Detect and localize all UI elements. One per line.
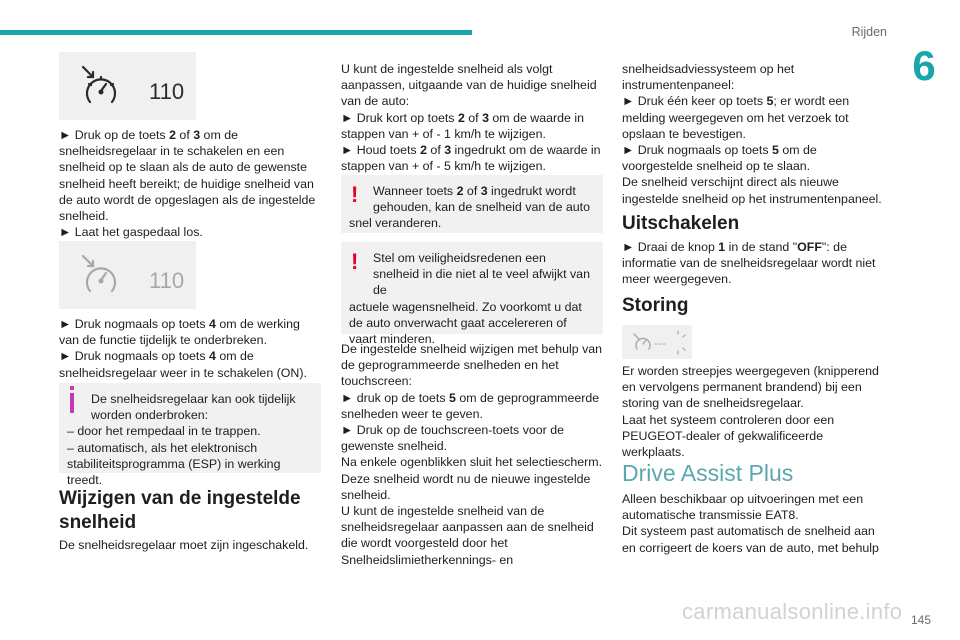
instruction-paragraph: De ingestelde snelheid wijzigen met behulp van de geprogrammeerde snelheden en het touchscreen: ► druk op de toets 5 om de geprogrammeerde snelheden weer te geven. ► Druk op de touchscreen-toets voor de gewenste snelheid. Na enkele ogenblikken sluit het selectiescherm. Deze snelheid wordt nu de nieuwe ingestelde snelheid. U kunt de ingestelde snelheid van de snelheidsregelaar aanpassen aan de snelheid die wordt voorgesteld door het Snelheidslimietherkennings- en bbox=[341, 342, 603, 567]
page-number: 145 bbox=[910, 613, 932, 627]
note-text: actuele wagensnelheid. Zo voorkomt u dat de auto onverwacht gaat accelereren of vaart minderen. bbox=[349, 299, 582, 347]
watermark: carmanualsonline.info bbox=[682, 599, 903, 624]
header-accent-bar bbox=[0, 30, 472, 35]
speed-limiter-active-icon bbox=[59, 52, 196, 120]
info-note bbox=[59, 383, 321, 488]
chapter-section-heading: Drive Assist Plus bbox=[622, 460, 794, 486]
instruction-paragraph: ► Draai de knop 1 in de stand "OFF": de informatie van de snelheidsregelaar wordt niet meer weergegeven. bbox=[622, 240, 876, 287]
instruction-paragraph: ► Druk op de toets 2 of 3 om de snelheidsregelaar in te schakelen en een snelheid op te slaan als de auto de gewenste snelheid heeft bereikt; de huidige snelheid van de auto wordt de opgeslagen als de ingestelde snelheid. ► Laat het gaspedaal los. bbox=[59, 128, 316, 240]
note-text: De snelheidsregelaar kan ook tijdelijk worden onderbroken: bbox=[91, 392, 296, 423]
info-icon bbox=[70, 386, 74, 390]
body-paragraph: De snelheidsregelaar moet zijn ingeschakeld. bbox=[59, 538, 309, 552]
instruction-paragraph: ► Druk nogmaals op toets 4 om de werking van de functie tijdelijk te onderbreken. ► Druk nogmaals op toets 4 om de snelheidsregelaar weer in te schakelen (ON). bbox=[59, 317, 307, 380]
section-heading: Wijzigen van de ingestelde snelheid bbox=[59, 488, 301, 533]
note-text: snel veranderen. bbox=[349, 216, 442, 231]
cruise-control-fault-tile bbox=[622, 325, 692, 359]
warning-exclamation-icon: ! bbox=[351, 182, 359, 207]
speed-limiter-paused-icon bbox=[59, 241, 196, 309]
tile-fault-dashes: --- bbox=[654, 336, 666, 350]
section-heading: Storing bbox=[622, 295, 689, 316]
section-title: Rijden bbox=[851, 25, 887, 39]
instruction-paragraph: snelheidsadviessysteem op het instrumentenpaneel: ► Druk één keer op toets 5; er wordt een melding weergegeven om het verzoek tot opslaan te bevestigen. ► Druk nogmaals op toets 5 om de voorgestelde snelheid op te slaan. De snelheid verschijnt direct als nieuwe ingestelde snelheid op het instrumentenpaneel. bbox=[622, 62, 882, 206]
note-text: Stel om veiligheidsredenen een snelheid in die niet al te veel afwijkt van de bbox=[373, 251, 590, 298]
speed-limiter-fault-icon bbox=[622, 325, 692, 359]
instruction-paragraph: U kunt de ingestelde snelheid als volgt aanpassen, uitgaande van de huidige snelheid van de auto: ► Druk kort op toets 2 of 3 om de waarde in stappen van + of - 1 km/h te wijzigen. ► Houd toets 2 of 3 ingedrukt om de waarde in stappen van + of - 5 km/h te wijzigen. bbox=[341, 62, 601, 174]
section-heading: Uitschakelen bbox=[622, 213, 740, 234]
cruise-control-paused-tile bbox=[59, 241, 196, 309]
body-paragraph: Alleen beschikbaar op uitvoeringen met een automatische transmissie EAT8. Dit systeem past automatisch de snelheid aan en corrigeert de koers van de auto, met behulp bbox=[622, 492, 879, 555]
warning-note bbox=[341, 175, 603, 233]
tile-speed-value: 110 bbox=[149, 268, 185, 293]
note-text: Wanneer toets 2 of 3 ingedrukt wordt gehouden, kan de snelheid van de auto bbox=[373, 184, 591, 215]
cruise-control-active-tile bbox=[59, 52, 196, 120]
note-text: – door het rempedaal in te trappen. – automatisch, als het elektronisch stabiliteitsprogramma (ESP) in werking treedt. bbox=[67, 424, 281, 488]
tile-speed-value: 110 bbox=[149, 79, 185, 104]
body-paragraph: Er worden streepjes weergegeven (knipperend en vervolgens permanent brandend) bij een storing van de snelheidsregelaar. Laat het systeem controleren door een PEUGEOT-dealer of gekwalificeerde werkplaats. bbox=[622, 364, 879, 460]
chapter-number: 6 bbox=[912, 42, 936, 89]
warning-exclamation-icon: ! bbox=[351, 249, 359, 274]
warning-note bbox=[341, 242, 603, 347]
